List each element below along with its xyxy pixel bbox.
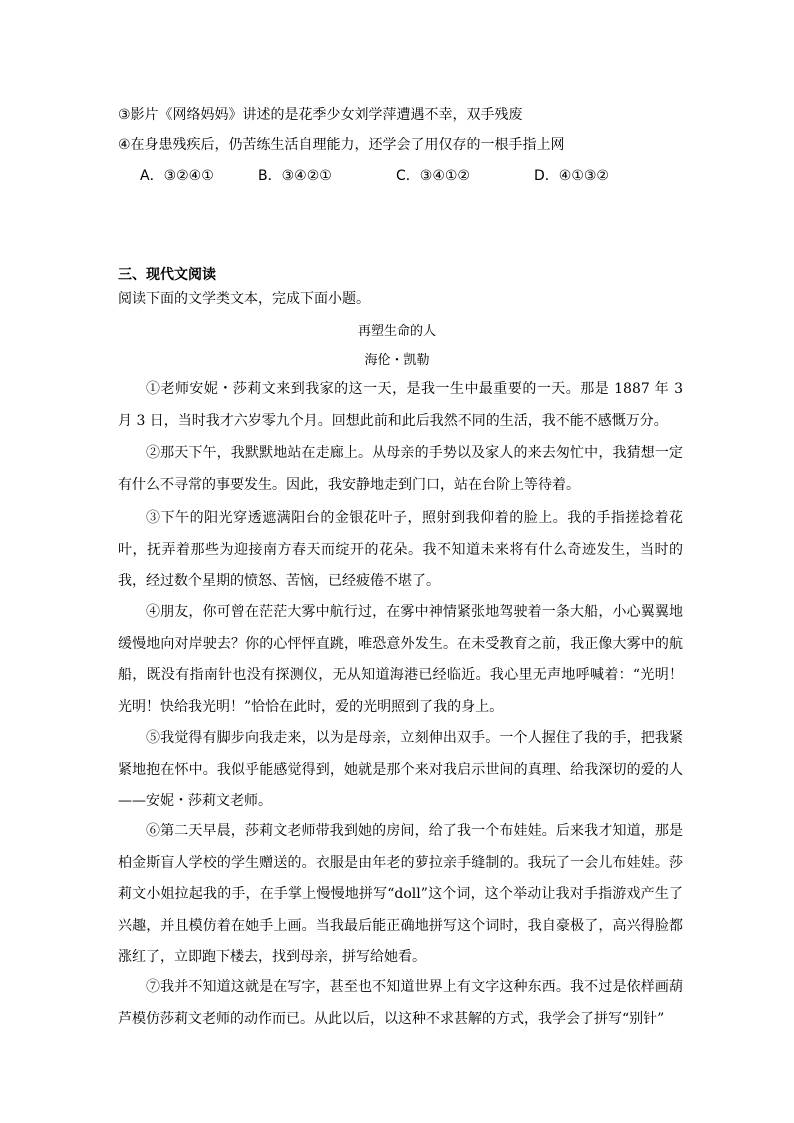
paragraph-5: ⑤我觉得有脚步向我走来，以为是母亲，立刻伸出双手。一个人握住了我的手，把我紧紧地抱在怀中。我似乎能感觉得到，她就是那个来对我启示世间的真理、给我深切的爱的人——安妮・莎莉文老师。 (118, 730, 683, 810)
option-a: A．③②④① (140, 168, 214, 184)
paragraph-1: ①老师安妮・莎莉文来到我家的这一天，是我一生中最重要的一天。那是 1887 年 3 月 3 日，当时我才六岁零九个月。回想此前和此后我然不同的生活，我不能不感慨万分。 (118, 381, 683, 429)
paragraph-2: ②那天下午，我默默地站在走廊上。从母亲的手势以及家人的来去匆忙中，我猜想一定有什么不寻常的事要发生。因此，我安静地走到门口，站在台阶上等待着。 (118, 445, 683, 493)
section-instruction: 阅读下面的文学类文本，完成下面小题。 (118, 291, 370, 307)
section-heading: 三、现代文阅读 (118, 267, 216, 283)
answer-options (140, 165, 660, 185)
question-item-4: ④在身患残疾后，仍苦练生活自理能力，还学会了用仅存的一根手指上网 (118, 137, 565, 153)
paragraph-4: ④朋友，你可曾在茫茫大雾中航行过，在雾中神情紧张地驾驶着一条大船，小心翼翼地缓慢地向对岸驶去？你的心怦怦直跳，唯恐意外发生。在未受教育之前，我正像大雾中的航船，既没有指南针也没有探测仪，无从知道海港已经临近。我心里无声地呼喊着：“光明！光明！快给我光明！”恰恰在此时，爱的光明照到了我的身上。 (118, 604, 683, 715)
option-b: B．③④②① (258, 168, 332, 184)
paragraph-3: ③下午的阳光穿透遮满阳台的金银花叶子，照射到我仰着的脸上。我的手指搓捻着花叶，抚弄着那些为迎接南方春天而绽开的花朵。我不知道未来将有什么奇迹发生，当时的我，经过数个星期的愤怒、苦恼，已经疲倦不堪了。 (118, 510, 683, 590)
option-c: C．③④①② (396, 168, 470, 184)
article-title: 再塑生命的人 (357, 324, 436, 339)
article-author: 海伦・凯勒 (364, 353, 430, 368)
paragraph-6: ⑥第二天早晨，莎莉文老师带我到她的房间，给了我一个布娃娃。后来我才知道，那是柏金斯盲人学校的学生赠送的。衣服是由年老的萝拉亲手缝制的。我玩了一会儿布娃娃。莎莉文小姐拉起我的手，在手掌上慢慢地拼写“doll”这个词，这个举动让我对手指游戏产生了兴趣，并且模仿着在她手上画。当我最后能正确地拼写这个词时，我自豪极了，高兴得脸都涨红了，立即跑下楼去，找到母亲，拼写给她看。 (118, 823, 683, 966)
option-d: D．④①③② (534, 168, 609, 184)
question-item-3: ③影片《网络妈妈》讲述的是花季少女刘学萍遭遇不幸，双手残废 (118, 107, 523, 123)
paragraph-7: ⑦我并不知道这就是在写字，甚至也不知道世界上有文字这种东西。我不过是依样画葫芦模仿莎莉文老师的动作而已。从此以后，以这种不求甚解的方式，我学会了拼写“别针” (118, 979, 683, 1027)
